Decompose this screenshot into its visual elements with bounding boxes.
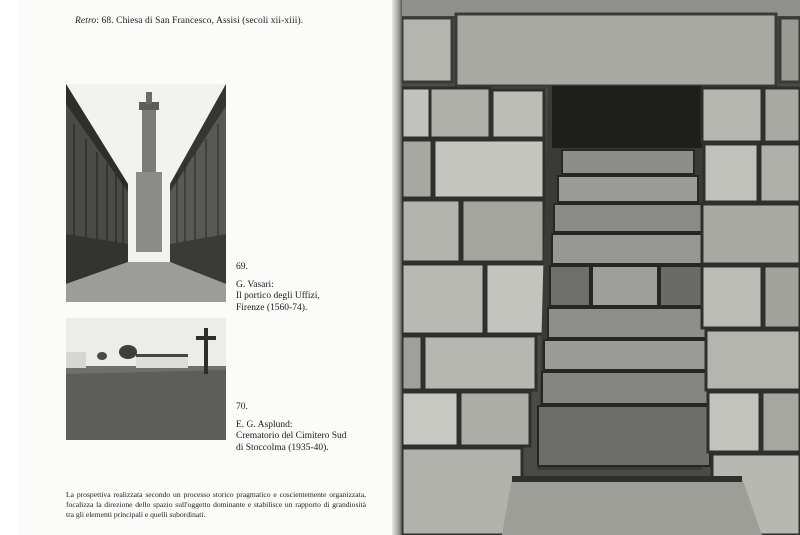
figure-70-author: E. G. Asplund: (236, 419, 293, 430)
figure-69-number: 69. (236, 262, 248, 272)
uffizi-illustration (66, 84, 226, 302)
uffizi-photo (66, 84, 226, 302)
body-paragraph: La prospettiva realizzata secondo un processo storico pragmatico e coscientemente organizzata, focalizza la direzione dello spazio sull'oggetto dominante e stabilisce un rapporto di grandiosità tra gli elementi principali e quelli subordinati. (66, 490, 366, 519)
asplund-illustration (66, 318, 226, 440)
figure-69-title: Il portico degli Uffizi, (236, 291, 320, 301)
figure-70-number: 70. (236, 402, 248, 412)
caption-prefix: Retro (75, 16, 97, 26)
caption-text: : 68. Chiesa di San Francesco, Assisi (secoli xii-xiii). (96, 16, 304, 26)
stone-doorway-illustration (402, 0, 800, 535)
figure-69-author: G. Vasari: (236, 279, 274, 290)
figure-70-place: di Stoccolma (1935-40). (236, 442, 329, 453)
book-gutter (392, 0, 402, 535)
stone-doorway-photo (402, 0, 800, 535)
figure-70-caption (236, 402, 347, 454)
asplund-photo (66, 318, 226, 440)
figure-69-place: Firenze (1560-74). (236, 302, 308, 313)
figure-70-title: Crematorio del Cimitero Sud (236, 431, 347, 441)
running-caption (75, 16, 303, 26)
figure-69-caption (236, 262, 320, 314)
